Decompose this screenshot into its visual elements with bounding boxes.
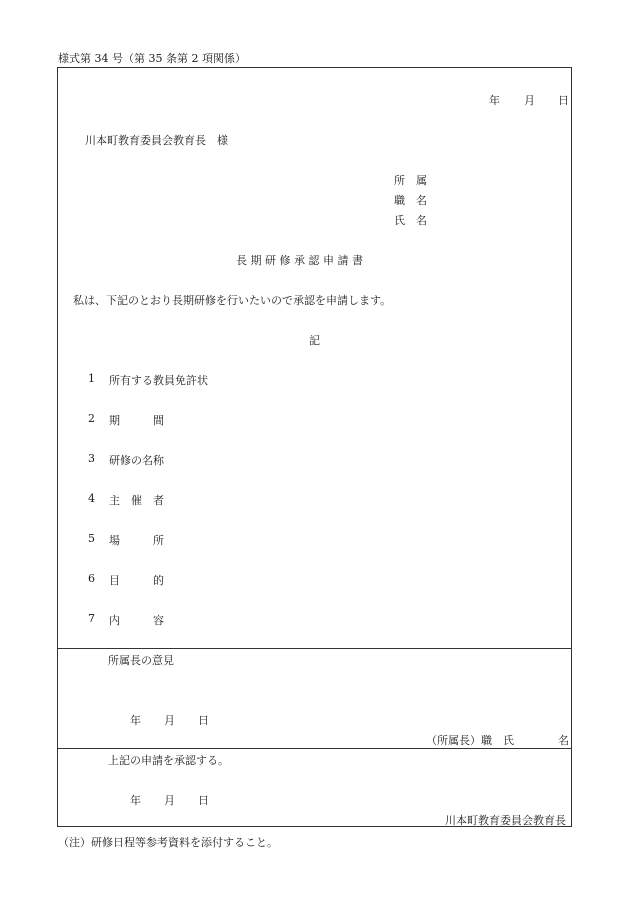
form-frame [57, 67, 572, 827]
footnote: （注）研修日程等参考資料を添付すること。 [58, 836, 278, 849]
item-label: 所有する教員免許状 [109, 374, 208, 387]
approval-date-year: 年 [130, 794, 141, 807]
applicant-affiliation-label: 所 属 [394, 174, 427, 187]
section-divider [58, 748, 571, 749]
item-label: 場 所 [109, 534, 164, 547]
item-label: 主 催 者 [109, 494, 164, 507]
date-day: 日 [558, 94, 569, 107]
principal-opinion-heading: 所属長の意見 [108, 654, 174, 667]
principal-signature-label: （所属長）職 氏 [426, 734, 514, 747]
item-label: 内 容 [109, 614, 164, 627]
item-label: 目 的 [109, 574, 164, 587]
item-number: 5 [88, 532, 95, 545]
document-title: 長 期 研 修 承 認 申 請 書 [236, 254, 363, 267]
principal-date-day: 日 [198, 714, 209, 727]
date-month: 月 [524, 94, 535, 107]
item-label: 期 間 [109, 414, 164, 427]
item-number: 4 [88, 492, 95, 505]
applicant-position-label: 職 名 [394, 194, 427, 207]
principal-signature-end: 名 [558, 734, 569, 747]
section-divider [58, 648, 571, 649]
approval-heading: 上記の申請を承認する。 [108, 754, 229, 767]
item-number: 3 [88, 452, 95, 465]
item-number: 1 [88, 372, 95, 385]
item-number: 6 [88, 572, 95, 585]
ki-marker: 記 [309, 334, 320, 347]
principal-date-month: 月 [164, 714, 175, 727]
item-number: 7 [88, 612, 95, 625]
addressee: 川本町教育委員会教育長 様 [85, 134, 228, 147]
applicant-name-label: 氏 名 [394, 214, 427, 227]
form-number: 様式第 34 号（第 35 条第 2 項関係） [58, 52, 246, 65]
approval-date-day: 日 [198, 794, 209, 807]
principal-date-year: 年 [130, 714, 141, 727]
approval-date-month: 月 [164, 794, 175, 807]
application-statement: 私は、下記のとおり長期研修を行いたいので承認を申請します。 [73, 294, 392, 307]
approval-signer: 川本町教育委員会教育長 [445, 814, 566, 827]
date-year: 年 [489, 94, 500, 107]
item-label: 研修の名称 [109, 454, 164, 467]
item-number: 2 [88, 412, 95, 425]
